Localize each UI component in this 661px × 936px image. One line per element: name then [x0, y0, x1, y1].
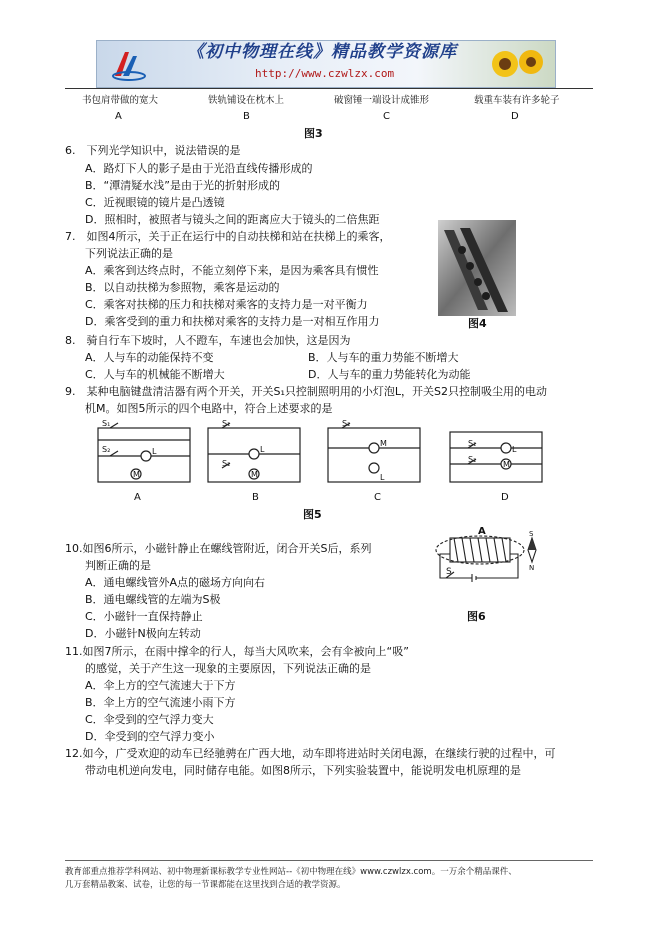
q11-option-c: C．伞受到的空气浮力变大 [85, 713, 214, 726]
site-logo-icon [111, 46, 147, 82]
q7-option-b: B．以自动扶梯为参照物，乘客是运动的 [85, 281, 280, 294]
q11-stem-line1: 11.如图7所示，在雨中撑伞的行人，每当大风吹来，会有伞被向上“吸” [65, 645, 409, 658]
fig3-letter-b: B [243, 111, 250, 122]
fig6-needle-n-label: N [529, 564, 535, 572]
q11-stem-line2: 的感觉，关于产生这一现象的主要原因，下列说法正确的是 [85, 662, 371, 675]
footer-divider [65, 860, 593, 861]
q8-option-d: D．人与车的重力势能转化为动能 [308, 368, 471, 381]
q11-option-b: B．伞上方的空气流速小雨下方 [85, 696, 236, 709]
circuit-c-s2-label: S₂ [342, 419, 351, 428]
q7-option-d: D．乘客受到的重力和扶梯对乘客的支持力是一对相互作用力 [85, 315, 380, 328]
header-url: http://www.czwlzx.com [255, 67, 395, 80]
q10-option-b: B．通电螺线管的左端为S极 [85, 593, 221, 606]
circuit-b-motor-label: M [251, 470, 258, 479]
q9-stem-line2: 机M。如图5所示的四个电路中，符合上述要求的是 [85, 402, 333, 415]
q7-option-c: C．乘客对扶梯的压力和扶梯对乘客的支持力是一对平衡力 [85, 298, 368, 311]
circuit-d-lamp-label: L [512, 445, 517, 454]
q10-stem-line2: 判断正确的是 [85, 559, 151, 572]
circuit-d [450, 432, 542, 482]
q7-stem-line2: 下列说法正确的是 [85, 247, 173, 260]
fig5-letter-b: B [252, 492, 259, 503]
fig3-letter-c: C [383, 111, 390, 122]
circuit-d-s1-label: S₁ [468, 439, 477, 448]
fig3-letter-a: A [115, 111, 122, 122]
q6-option-d: D．照相时，被照者与镜头之间的距离应大于镜头的二倍焦距 [85, 213, 380, 226]
footer-line1: 教育部重点推荐学科网站、初中物理新课标教学专业性网站--《初中物理在线》www.czwlzx.com。一万余个精品课件、 [65, 867, 517, 877]
fig3-label: 图3 [304, 127, 323, 140]
circuit-b-s2-label: S₂ [222, 459, 231, 468]
circuit-a-s1-label: S₁ [102, 419, 111, 428]
circuit-a-lamp-label: L [152, 447, 157, 456]
q6-option-c: C．近视眼镜的镜片是凸透镜 [85, 196, 225, 209]
fig3-letter-d: D [511, 111, 519, 122]
q8-option-a: A．人与车的动能保持不变 [85, 351, 214, 364]
fig3-caption-d: 载重车装有许多轮子 [474, 95, 560, 106]
fig6-needle-s-label: S [529, 530, 534, 538]
header-divider [65, 88, 593, 89]
sunflower-icon [487, 45, 547, 83]
fig5-letter-a: A [134, 492, 141, 503]
circuit-d-s2-label: S₂ [468, 455, 477, 464]
q8-stem: 8. 骑自行车下坡时，人不蹬车，车速也会加快，这是因为 [65, 334, 351, 347]
q12-stem-line2: 带动电机逆向发电，同时储存电能。如图8所示，下列实验装置中，能说明发电机原理的是 [85, 764, 521, 777]
fig5-letter-c: C [374, 492, 381, 503]
fig5-circuits [88, 418, 558, 490]
q9-stem-line1: 9. 某种电脑键盘清洁器有两个开关，开关S₁只控制照明用的小灯泡L，开关S2只控制吸尘用的电动 [65, 385, 547, 398]
header-banner [96, 40, 556, 88]
q11-option-a: A．伞上方的空气流速大于下方 [85, 679, 236, 692]
q12-stem-line1: 12.如今，广受欢迎的动车已经驰骋在广西大地，动车即将进站时关闭电源，在继续行驶的过程中，可 [65, 747, 556, 760]
fig6-point-a-label: A [478, 526, 486, 537]
circuit-d-motor-label: M [503, 460, 510, 469]
circuit-a [98, 423, 190, 482]
q8-option-b: B．人与车的重力势能不断增大 [308, 351, 459, 364]
fig6-label: 图6 [467, 610, 486, 623]
fig4-escalator-photo [438, 220, 516, 316]
fig5-letter-d: D [501, 492, 509, 503]
fig3-caption-b: 铁轨铺设在枕木上 [208, 95, 285, 106]
header-title: 《初中物理在线》精品教学资源库 [187, 42, 457, 62]
fig3-caption-a: 书包肩带做的宽大 [82, 95, 159, 106]
footer-line2: 几万套精品教案、试卷，让您的每一节课都能在这里找到合适的教学资源。 [65, 880, 346, 890]
q6-option-a: A．路灯下人的影子是由于光沿直线传播形成的 [85, 162, 313, 175]
q10-option-d: D．小磁针N极向左转动 [85, 627, 201, 640]
circuit-c-motor-label: M [380, 439, 387, 448]
circuit-a-s2-label: S₂ [102, 445, 111, 454]
fig3-caption-c: 破窗锤一端设计成锥形 [334, 95, 430, 106]
q11-option-d: D．伞受到的空气浮力变小 [85, 730, 215, 743]
circuit-a-motor-label: M [133, 470, 140, 479]
circuit-c-lamp-label: L [380, 473, 385, 482]
circuit-c [328, 423, 420, 482]
fig5-label: 图5 [303, 508, 322, 521]
q7-option-a: A．乘客到达终点时，不能立刻停下来，是因为乘客具有惯性 [85, 264, 379, 277]
q10-option-a: A．通电螺线管外A点的磁场方向向右 [85, 576, 266, 589]
fig6-solenoid [428, 524, 550, 596]
q6-option-b: B．“潭清疑水浅”是由于光的折射形成的 [85, 179, 280, 192]
q8-option-c: C．人与车的机械能不断增大 [85, 368, 225, 381]
q6-stem: 6. 下列光学知识中，说法错误的是 [65, 144, 241, 157]
q7-stem-line1: 7. 如图4所示，关于正在运行中的自动扶梯和站在扶梯上的乘客， [65, 230, 391, 243]
q10-option-c: C．小磁针一直保持静止 [85, 610, 203, 623]
circuit-b-s1-label: S₁ [222, 419, 231, 428]
q10-stem-line1: 10.如图6所示，小磁针静止在螺线管附近，闭合开关S后，系列 [65, 542, 372, 555]
fig6-switch-label: S [446, 567, 452, 577]
fig4-label: 图4 [468, 317, 487, 330]
circuit-b-lamp-label: L [260, 445, 265, 454]
